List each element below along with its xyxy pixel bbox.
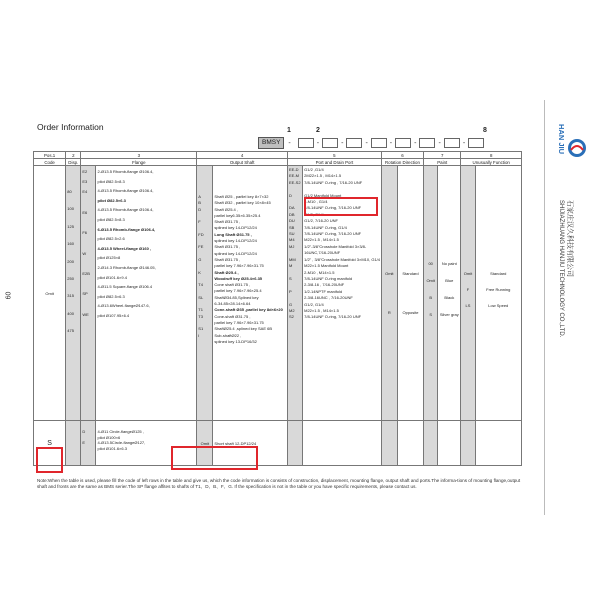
flange-description: pilot Ø107.95×6.4 <box>97 312 130 318</box>
port-description: 16UNC,7/16-20UNF <box>304 250 341 256</box>
code-box-2 <box>322 138 338 148</box>
flange-code <box>82 300 94 310</box>
port-code-cell <box>288 166 303 421</box>
header-col-6-number: 6 <box>381 152 423 159</box>
paint-code: S <box>429 312 432 317</box>
displacement-cell <box>66 166 81 421</box>
shaft-code: FD <box>198 231 204 237</box>
flange-description: 4-Ø13.5 Rhomb-flange Ø106.4, <box>97 188 154 194</box>
shaft-description: Shaft Ø25.4 , <box>214 206 238 212</box>
page-title: Order Information <box>37 122 104 132</box>
rotation-r-code: R <box>387 310 391 315</box>
highlight-box-short-shaft <box>171 446 258 470</box>
shaft-description: Woodruff key Ø25.4×6.35 <box>214 275 263 281</box>
port-description: 1/2-14NPTF manifold <box>304 288 343 294</box>
port-description: M22×1.5 , M14×1.5 <box>304 307 339 313</box>
footnote: Note:When the table is used, please fill the code of left rows in the table and give us, which the code information is consists of construction, displacement, mounting flange, output shaft and ports.The informa-tions of mounting flange,output shaft and fronts are the same as BMS serier.The SP flange affites to shafts of T1、D、B、F、G. If the specification is not in the table or you have specific requirements, please contact us. <box>37 478 521 489</box>
port-code: S2 <box>289 314 294 320</box>
rotation-code-cell <box>381 166 397 421</box>
flange-description: 4-Ø13.5Circle-flangeØ127, <box>97 440 146 445</box>
shaft-description: Sub-shaftØ22 , <box>214 332 242 338</box>
port-description: 2-M10 , G1/4 <box>304 199 328 205</box>
header-col-2-number: 2 <box>66 152 81 159</box>
displacement-s-cell <box>66 421 81 466</box>
flange-description: pilot Ø101.6×9.4 <box>97 274 127 280</box>
highlight-box-port-d <box>304 197 378 216</box>
port-description: 2-3/8-16 , 7/16-20UNF <box>304 282 345 288</box>
header-col-3-number: 3 <box>81 152 197 159</box>
paint-name: Silver gray <box>439 312 459 317</box>
shaft-code: FE <box>198 244 204 250</box>
flange-description: pilot Ø82.5×2.6 <box>97 236 125 242</box>
shaft-description: ShaftØ25.4 ,splined key SAE 6B <box>214 326 272 332</box>
port-description: 1/2" , 3/8"Crosshole Manifold 3×M10, G1/4 <box>304 256 381 262</box>
shaft-description: parllel key6.35×6.35×25.4 <box>214 212 261 218</box>
code-marker-2: 2 <box>316 127 320 134</box>
paint-code-cell <box>424 166 438 421</box>
shaft-description: Shaft Ø32 , parllel key 10×8×45 <box>214 200 271 206</box>
rotation-omit-code: Omit <box>385 271 394 276</box>
shaft-description: 6-34.85×28.14×6.64 <box>214 301 251 307</box>
port-description: 1/2"-3/8"Crosshole Manifold 3×3/8- <box>304 243 367 249</box>
displacement-value: 160 <box>67 241 74 247</box>
shaft-code: S1 <box>198 326 204 332</box>
port-description: 7/8-14UNF O-ring , 7/16-20 UNF <box>304 179 363 185</box>
flange-code: E <box>82 440 86 445</box>
port-code: M <box>289 263 293 269</box>
shaft-code: T4 <box>198 282 203 288</box>
shaft-code: G <box>198 256 202 262</box>
paint-name: No paint <box>441 261 457 266</box>
port-code: DB <box>289 211 295 217</box>
port-description: 7/8-14UNF O-ring, 7/16-20 UNF <box>304 314 362 320</box>
code-box-5 <box>395 138 411 148</box>
code-marker-8: 8 <box>483 127 487 134</box>
flange-desc-cell <box>96 166 197 421</box>
pos-s-code: S <box>47 439 52 447</box>
flange-description: pilot Ø82.5×8.3 <box>97 216 125 222</box>
shaft-description: Shaft Ø25.4 , <box>214 269 239 275</box>
displacement-value: 315 <box>67 293 74 299</box>
flange-description: 4-Ø13.5 Rhomb-flange Ø106.4, <box>97 207 154 213</box>
company-logo-icon <box>567 138 587 158</box>
displacement-value: 100 <box>67 206 74 212</box>
shaft-description: Shaft Ø31.75 , <box>214 219 241 225</box>
flange-code: D <box>82 429 86 434</box>
displacement-value: 250 <box>67 276 74 282</box>
function-code-cell <box>461 166 475 421</box>
port-description: 2-3/8-16UNC , 7/16-20UNF <box>304 295 353 301</box>
shaft-s-desc: Short shaft 12-DP12/24 <box>214 440 257 446</box>
flange-code <box>82 446 94 452</box>
flange-description: 4-Ø11 Circle-flangeØ125 , <box>97 429 144 434</box>
shaft-description: Shaft Ø31.75 , <box>214 256 241 262</box>
model-code: BMSY <box>258 137 284 149</box>
header-port-drain: Port and Drain Port <box>288 159 382 166</box>
port-code: D <box>289 192 292 198</box>
flange-code <box>82 238 94 248</box>
function-s-desc-cell <box>475 421 521 466</box>
flange-description: 4-Ø13.5 Wheel-flange Ø160 , <box>97 245 152 251</box>
flange-code <box>82 198 94 208</box>
shaft-description: splined key 14-DP12/24 <box>214 225 257 231</box>
rotation-s-code-cell <box>381 421 397 466</box>
shaft-description: splined key 13-DP16/32 <box>214 338 257 344</box>
header-col-7-number: 7 <box>424 152 461 159</box>
company-name-en: SHIJIAZHUANG HANJIU TECHNOLOGY CO.,LTD. <box>558 200 564 338</box>
code-box-1 <box>298 138 314 148</box>
flange-description: pilot Ø82.5×6.3 <box>97 293 125 299</box>
header-paint: Paint <box>424 159 461 166</box>
port-description: 2M22×1.5 , M14×1.5 <box>304 173 342 179</box>
shaft-description: splined key 14-DP12/24 <box>214 250 257 256</box>
page-number: 60 <box>5 291 13 300</box>
shaft-description: parllel key 7.96×7.96×25.4 <box>214 288 262 294</box>
port-code: MJ <box>289 243 295 249</box>
shaft-code: D <box>198 206 202 212</box>
port-code: M2 <box>289 307 295 313</box>
shaft-desc-cell <box>213 166 288 421</box>
displacement-value: 80 <box>67 189 72 194</box>
flange-code <box>82 218 94 228</box>
shaft-description: Long Shaft Ø31.75 , <box>214 231 252 237</box>
port-description: 7/8-14UNF O-ring, 7/16-20 UNF <box>304 205 362 211</box>
port-code: DA <box>289 205 295 211</box>
flange-description: 2-Ø14.3 Rhomb-flange Ø146.05, <box>97 264 156 270</box>
function-desc-cell <box>475 166 521 421</box>
shaft-code: A <box>198 194 201 199</box>
displacement-value: 400 <box>67 310 74 316</box>
port-description: 7/8-14UNF O-ring, 7/16-20 UNF <box>304 231 362 237</box>
function-code: Omit <box>463 271 473 276</box>
header-col-5-number: 5 <box>288 152 382 159</box>
flange-description: 4-Ø13.6Wheel-flangeØ147.6, <box>97 303 150 309</box>
rotation-opposite: Opposite <box>402 310 419 315</box>
port-code: SU <box>289 231 295 237</box>
shaft-description: Cone-shaft Ø35 ,parllel key 8d×6×20 <box>214 307 283 313</box>
code-box-6 <box>419 138 435 148</box>
order-information-table <box>33 151 522 466</box>
flange-description: pilot Ø100×6 <box>97 434 121 440</box>
rotation-s-desc-cell <box>397 421 423 466</box>
code-box-8 <box>468 138 484 148</box>
shaft-code: T3 <box>198 313 203 319</box>
code-box-7 <box>444 138 460 148</box>
flange-code: E3 <box>82 179 88 185</box>
paint-code: Omit <box>426 278 435 283</box>
flange-code: E4 <box>82 189 88 195</box>
port-description: 7/8-14UNF O-ring, G1/4 <box>304 224 347 230</box>
code-marker-1: 1 <box>287 127 291 134</box>
code-dash: - <box>438 139 441 147</box>
flange-description: 6-Ø13.5 Rhomb-flange Ø106.4, <box>97 226 156 232</box>
flange-description: 4-Ø11.5 Square-flange Ø106.4 <box>97 284 153 290</box>
side-divider <box>544 100 545 515</box>
header-function: Unusually Function <box>461 159 522 166</box>
function-name: Low Speed <box>488 303 509 308</box>
port-code: EE-D <box>289 167 299 172</box>
shaft-description: Shaft Ø31.75 , <box>214 244 241 250</box>
code-dash: - <box>462 139 466 147</box>
code-box-3 <box>346 138 362 148</box>
port-description: G1/2, G1/4 <box>304 211 324 217</box>
flange-code: E2 <box>82 169 88 174</box>
code-dash: - <box>316 139 320 147</box>
paint-s-desc-cell <box>438 421 461 466</box>
header-displacement: Disp. <box>66 159 81 166</box>
highlight-box-pos-s <box>36 447 63 473</box>
flange-code: SP <box>82 291 88 297</box>
port-code: EE-S2 <box>289 179 301 185</box>
function-code: F <box>466 287 470 292</box>
header-col-8-number: 8 <box>461 152 522 159</box>
shaft-description: parllel key 7.96×7.96×31.75 <box>214 319 264 325</box>
shaft-code: SL <box>198 294 204 300</box>
code-dash: - <box>288 139 291 147</box>
port-s-code-cell <box>288 421 303 466</box>
paint-name: Blue <box>445 278 454 283</box>
port-description: G1/2, G1/4 <box>304 301 324 307</box>
header-flange: Flange <box>81 159 197 166</box>
port-description: 2-M10 , M14×1.5 <box>304 269 335 275</box>
displacement-value: 200 <box>67 258 74 264</box>
flange-code-cell <box>81 166 96 421</box>
code-dash: - <box>414 139 417 147</box>
port-code: P <box>289 288 292 294</box>
paint-code: 00 <box>428 261 433 266</box>
function-code: LS <box>465 303 471 308</box>
shaft-s-code: Omit <box>200 440 210 446</box>
displacement-value: 125 <box>67 223 74 229</box>
port-code: M4 <box>289 237 295 243</box>
flange-code: W <box>82 250 87 256</box>
flange-description: 2-Ø13.5 Rhomb-flange Ø106.4, <box>97 169 154 174</box>
header-col-4-number: 4 <box>197 152 288 159</box>
shaft-description: ShaftØ34.85,Splined key <box>214 294 259 300</box>
flange-description: pilot Ø101.6×6.3 <box>97 445 127 451</box>
flange-code: F6 <box>82 230 88 236</box>
shaft-code: I <box>198 332 200 338</box>
port-description: G1/2 Manifold Mount <box>304 192 342 198</box>
code-dash: - <box>365 139 368 147</box>
port-description: G1/2 ,G1/4 <box>304 167 324 172</box>
order-code-bar <box>258 137 487 149</box>
shaft-code: B <box>198 200 201 206</box>
shaft-code <box>198 339 211 345</box>
pos-omit-cell: Omit <box>34 166 66 421</box>
brand-logo-text: HAN JIU <box>557 124 566 155</box>
function-name: Free Running <box>486 287 511 292</box>
flange-code: WE <box>82 311 89 317</box>
code-dash: - <box>341 139 344 147</box>
shaft-description: splined key 14-DP12/24 <box>214 238 257 244</box>
port-s-desc-cell <box>303 421 382 466</box>
rotation-standard: Standard <box>402 271 419 276</box>
rotation-desc-cell <box>397 166 423 421</box>
flange-code: E2B <box>82 271 90 277</box>
port-description: M22×1.5 , M14×1.5 <box>304 237 339 243</box>
port-code: MM <box>289 256 296 262</box>
displacement-value: 475 <box>67 328 74 334</box>
shaft-description: Cone shaft Ø31.75 , <box>214 282 251 288</box>
paint-s-code-cell <box>424 421 438 466</box>
flange-code: E6 <box>82 209 88 215</box>
port-description: 7/8-14UNF O-ring manifold <box>304 275 353 281</box>
header-output-shaft: Output Shaft <box>197 159 288 166</box>
shaft-description: Shaft Ø25 , parllel key 8×7×32 <box>214 194 269 199</box>
flange-description: pilot Ø82.5×8.3 <box>97 178 125 184</box>
flange-s-code-cell <box>81 421 96 466</box>
paint-name: Black <box>444 295 455 300</box>
port-code: S <box>289 275 292 281</box>
shaft-code: K <box>198 269 201 275</box>
paint-desc-cell <box>438 166 461 421</box>
paint-code: B <box>429 295 432 300</box>
header-rotation: Rotation Direction <box>381 159 423 166</box>
port-code: SB <box>289 224 295 230</box>
shaft-description: parllel key 7.96×7.96×31.75 <box>214 263 264 269</box>
shaft-code-cell <box>197 166 213 421</box>
port-description: G1/2, 7/16-20 UNF <box>304 218 338 224</box>
code-box-4 <box>371 138 387 148</box>
header-pos-number: Pos.1 <box>34 152 66 159</box>
port-code: EE-M <box>289 173 300 179</box>
port-code: DU <box>289 218 295 224</box>
header-code: Code <box>34 159 66 166</box>
flange-description: pilot Ø82.5×6.3 <box>97 197 126 203</box>
flange-description: pilot Ø125×8 <box>97 255 121 261</box>
flange-code <box>82 259 94 269</box>
shaft-code: F <box>198 219 201 225</box>
function-name: Standard <box>490 271 507 276</box>
function-s-code-cell <box>461 421 475 466</box>
port-code: G <box>289 301 293 307</box>
code-dash: - <box>389 139 393 147</box>
port-description: M22×1.5 Manifold Mount <box>304 263 349 269</box>
company-name-cn: 石家庄汉久科技有限公司 <box>566 200 573 277</box>
shaft-description: Cone-shaft Ø31.75 , <box>214 313 251 319</box>
flange-code <box>82 279 94 289</box>
shaft-code: T1 <box>198 307 203 313</box>
